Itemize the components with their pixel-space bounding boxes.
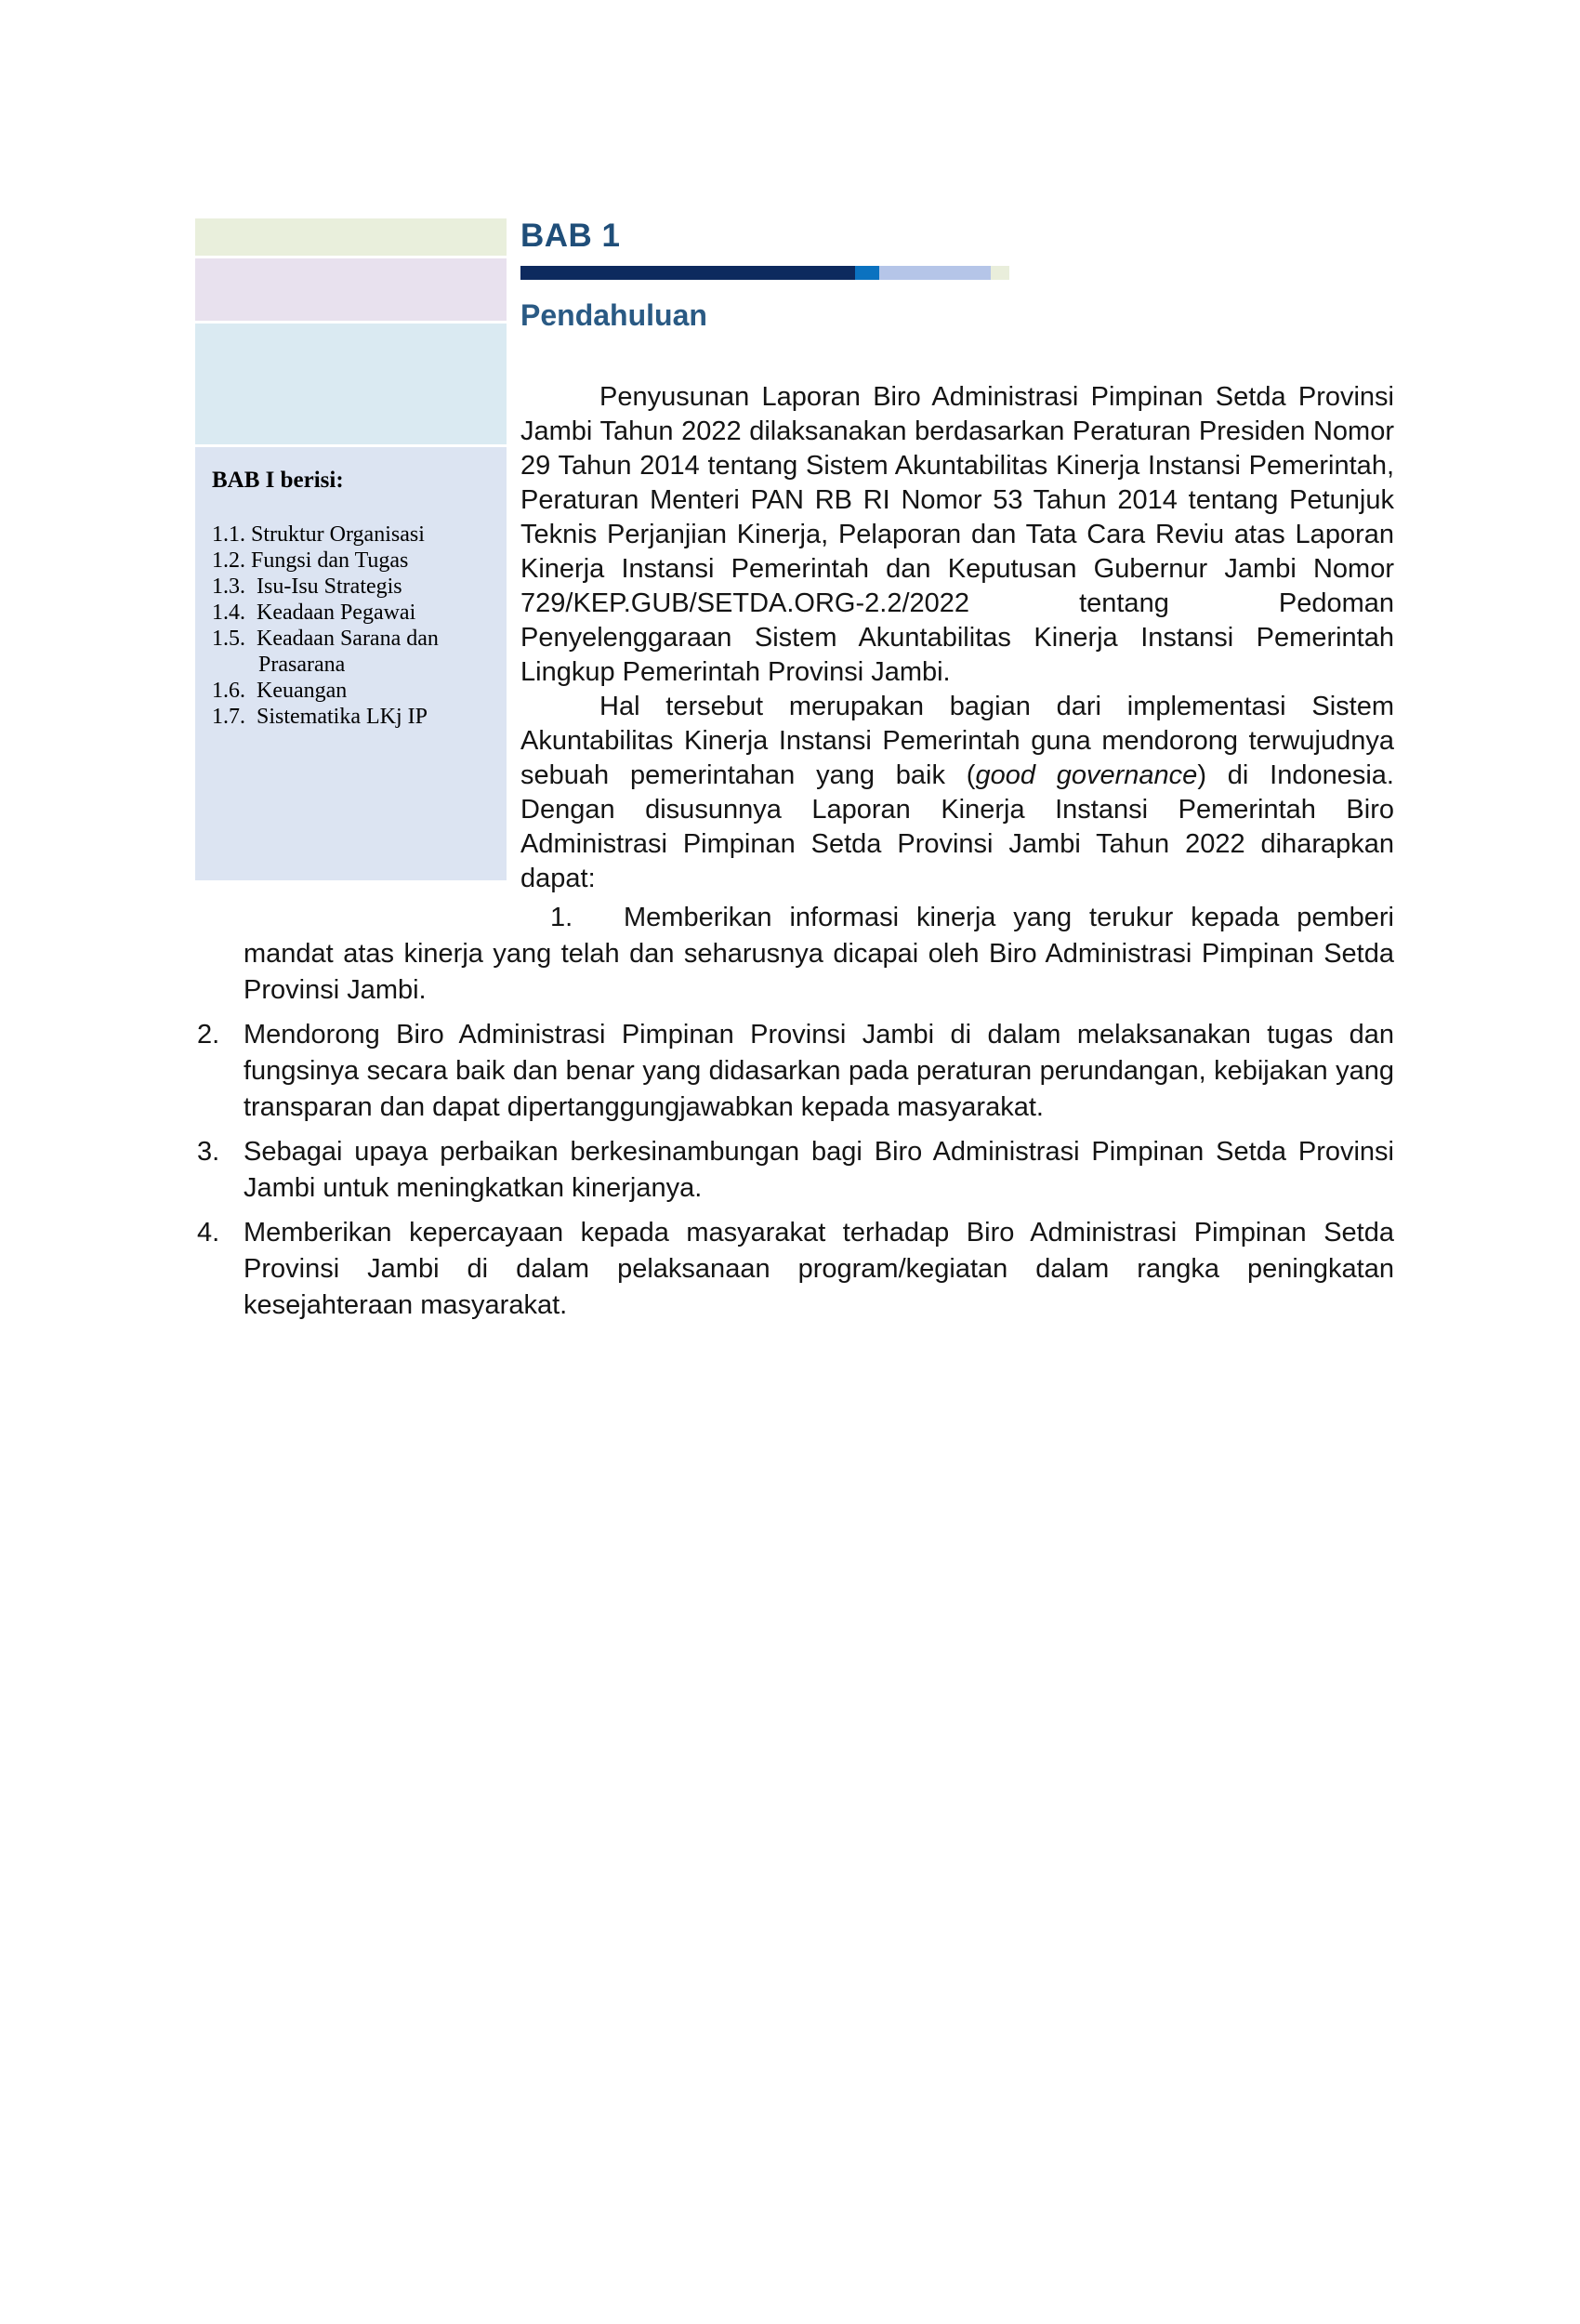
list-item-2 xyxy=(195,1017,1394,1126)
rule-segment-periwinkle xyxy=(879,266,991,280)
toc-item-1-7: 1.7. Sistematika LKj IP xyxy=(212,705,428,729)
list-item-2-number: 2. xyxy=(197,1020,220,1050)
toc-item-1-6: 1.6. Keuangan xyxy=(212,679,348,703)
italic-phrase-good-governance: good governance xyxy=(975,760,1198,790)
paragraph-1: Penyusunan Laporan Biro Administrasi Pimpinan Setda Provinsi Jambi Tahun 2022 dilaksanakan berdasarkan Peraturan Presiden Nomor 29 Tahun 2014 tentang Sistem Akuntabilitas Kinerja Instansi Pemerintah, Peraturan Menteri PAN RB RI Nomor 53 Tahun 2014 tentang Petunjuk Teknis Perjanjian Kinerja, Pelaporan dan Tata Cara Reviu atas Laporan Kinerja Instansi Pemerintah dan Keputusan Gubernur Jambi Nomor 729/KEP.GUB/SETDA.ORG-2.2/2022 tentang Pedoman Penyelenggaraan Sistem Akuntabilitas Kinerja Instansi Pemerintah Lingkup Pemerintah Provinsi Jambi. xyxy=(520,382,1394,687)
numbered-list xyxy=(195,900,1394,1324)
rule-segment-navy xyxy=(520,266,855,280)
paragraph-2-text-end: ) di Indonesia. Dengan disusunnya Laporan Kinerja Instansi Pemerintah Biro Administrasi Pimpinan Setda Provinsi Jambi Tahun 2022 diharapkan dapat: xyxy=(520,760,1394,893)
paragraph-2-text-start: Hal tersebut merupakan bagian dari implementasi Sistem Akuntabilitas Kinerja Instansi Pemerintah guna mendorong terwujudnya sebuah pemerintahan yang baik ( xyxy=(520,692,1394,790)
chapter-contents-title: BAB I berisi: xyxy=(212,468,344,493)
list-item-1-text: Memberikan informasi kinerja yang terukur kepada pemberi mandat atas kinerja yang telah dan seharusnya dicapai oleh Biro Administrasi Pimpinan Setda Provinsi Jambi. xyxy=(244,903,1394,1005)
toc-item-1-2: 1.2. Fungsi dan Tugas xyxy=(212,548,409,573)
list-item-3-text: Sebagai upaya perbaikan berkesinambungan bagi Biro Administrasi Pimpinan Setda Provinsi Jambi untuk meningkatkan kinerjanya. xyxy=(244,1137,1394,1203)
paragraph-2 xyxy=(520,690,1394,896)
main-column xyxy=(520,218,1394,896)
list-item-1-number: 1. xyxy=(550,903,573,932)
chapter-contents-list xyxy=(212,522,497,730)
list-item-2-text: Mendorong Biro Administrasi Pimpinan Provinsi Jambi di dalam melaksanakan tugas dan fungsinya secara baik dan benar yang didasarkan pada peraturan perundangan, kebijakan yang transparan dan dapat dipertanggungjawabkan kepada masyarakat. xyxy=(244,1020,1394,1122)
chapter-title-heading: Pendahuluan xyxy=(520,298,707,332)
toc-item-1-3: 1.3. Isu-Isu Strategis xyxy=(212,574,402,599)
list-item-3 xyxy=(195,1134,1394,1207)
chapter-number-heading: BAB 1 xyxy=(520,218,621,254)
decor-block-green xyxy=(195,218,507,256)
top-section xyxy=(195,218,1394,896)
toc-item-1-4: 1.4. Keadaan Pegawai xyxy=(212,601,416,625)
list-item-3-number: 3. xyxy=(197,1137,220,1167)
list-item-4-text: Memberikan kepercayaan kepada masyarakat terhadap Biro Administrasi Pimpinan Setda Provinsi Jambi di dalam pelaksanaan program/kegiatan dalam rangka peningkatan kesejahteraan masyarakat. xyxy=(244,1218,1394,1320)
decorative-rule xyxy=(520,266,1009,280)
decor-block-lavender xyxy=(195,258,507,321)
toc-item-1-1: 1.1. Struktur Organisasi xyxy=(212,522,425,547)
sidebar xyxy=(195,218,507,880)
list-item-4 xyxy=(195,1215,1394,1324)
chapter-contents-box xyxy=(195,447,507,880)
rule-segment-bright-blue xyxy=(855,266,879,280)
list-item-4-number: 4. xyxy=(197,1218,220,1248)
toc-item-1-5: 1.5. Keadaan Sarana dan Prasarana xyxy=(212,627,444,677)
rule-segment-pale-green xyxy=(991,266,1009,280)
list-item-1 xyxy=(195,900,1394,1009)
decor-block-lightblue xyxy=(195,324,507,444)
